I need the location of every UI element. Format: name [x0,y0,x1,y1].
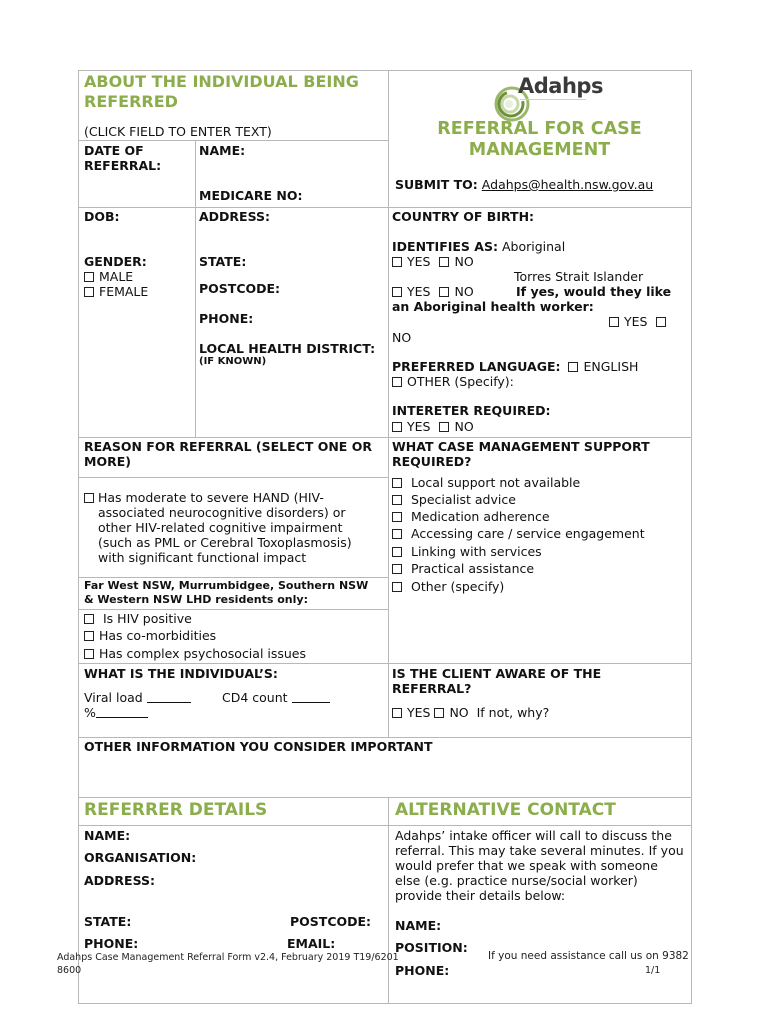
gender-option-male[interactable] [84,269,133,284]
option-label: Specialist advice [411,492,516,507]
referrer-organisation-label: ORGANISATION: [84,850,197,865]
state-label: STATE: [199,254,247,269]
option-label: Local support not available [411,475,581,490]
interpreter-yes-no[interactable] [392,419,474,434]
comorbidities-checkbox[interactable] [84,631,94,641]
reason-heading: REASON FOR REFERRAL (SELECT ONE OR MORE) [84,439,372,469]
option-label: YES [407,284,431,299]
option-label: Has complex psychosocial issues [99,646,307,661]
gender-label: GENDER: [84,254,147,269]
option-label: FEMALE [99,284,149,299]
individual-clinical-heading: WHAT IS THE INDIVIDUAL’S: [84,666,278,681]
divider [78,825,691,826]
health-worker-no-label: NO [392,330,412,345]
dob-label: DOB: [84,209,120,224]
yes-checkbox[interactable] [392,422,402,432]
no-checkbox[interactable] [439,422,449,432]
preferred-language-label: PREFERRED LANGUAGE: [392,359,561,374]
option-label: NO [449,705,469,720]
option-label: NO [454,254,474,269]
support-checkbox[interactable] [392,582,402,592]
health-worker-question-2: an Aboriginal health worker: [392,299,594,314]
referrer-details-heading: REFERRER DETAILS [84,800,268,820]
support-option[interactable] [392,544,542,559]
hand-option-label: Has moderate to severe HAND (HIV- associated neurocognitive disorders) or other HIV-related cognitive impairment (such as PML or Cerebral Toxoplasmosis) with significant functional impact [98,490,352,565]
percent-label: % [84,705,96,720]
percent-input[interactable] [96,707,148,718]
option-label: Accessing care / service engagement [411,526,645,541]
option-label: NO [454,284,474,299]
logo-tagline [520,99,586,100]
click-hint: (CLICK FIELD TO ENTER TEXT) [84,124,272,139]
support-checkbox[interactable] [392,495,402,505]
option-label: NO [454,419,474,434]
footer-form-id: Adahps Case Management Referral Form v2.4, February 2019 T19/6201 8600 [57,952,399,976]
option-label: YES [407,419,431,434]
no-checkbox[interactable] [439,257,449,267]
health-worker-yes[interactable] [609,314,671,329]
psychosocial-checkbox[interactable] [84,649,94,659]
viral-load-label: Viral load [84,690,143,705]
identifies-line [392,239,565,254]
referrer-address-label: ADDRESS: [84,873,156,888]
divider [78,663,691,664]
aboriginal-yes-no[interactable] [392,254,474,269]
alternative-position-label: POSITION: [395,940,468,955]
english-checkbox[interactable] [568,362,578,372]
english-label: ENGLISH [583,359,639,374]
support-checkbox[interactable] [392,529,402,539]
support-heading: WHAT CASE MANAGEMENT SUPPORT REQUIRED? [392,439,650,469]
option-label: MALE [99,269,134,284]
female-checkbox[interactable] [84,287,94,297]
cd4-label: CD4 count [222,690,288,705]
cd4-input[interactable] [292,692,330,703]
referrer-email-label: EMAIL: [287,936,336,951]
alternative-phone-label: PHONE: [395,963,450,978]
viral-load-input[interactable] [147,692,191,703]
region-option-comorbidities[interactable] [84,628,216,643]
divider [78,477,388,478]
preferred-language-line [392,359,638,374]
support-option[interactable] [392,475,580,490]
postcode-label: POSTCODE: [199,281,281,296]
region-note: Far West NSW, Murrumbidgee, Southern NSW & Western NSW LHD residents only: [84,579,369,606]
option-label: Is HIV positive [103,611,192,626]
referrer-postcode-label: POSTCODE: [290,914,372,929]
support-checkbox[interactable] [392,564,402,574]
divider [195,140,196,437]
alternative-name-label: NAME: [395,918,442,933]
logo-wordmark: Adahps [518,74,603,98]
divider [78,207,691,208]
phone-label: PHONE: [199,311,254,326]
divider [78,609,388,610]
yes-checkbox[interactable] [392,287,402,297]
male-checkbox[interactable] [84,272,94,282]
divider [78,737,691,738]
health-worker-question-1: If yes, would they like [516,284,672,299]
alternative-contact-intro: Adahps’ intake officer will call to discuss the referral. This may take several minutes. If you would prefer that we speak with someone else (e.g. practice nurse/social worker) provide their details below: [395,828,684,903]
no-checkbox[interactable] [439,287,449,297]
submit-line [395,177,653,192]
date-of-referral-label: DATE OF REFERRAL: [84,143,162,173]
submit-email-link[interactable]: Adahps@health.nsw.gov.au [481,177,654,192]
address-label: ADDRESS: [199,209,271,224]
divider [78,437,691,438]
medicare-label: MEDICARE NO: [199,188,303,203]
no-checkbox[interactable] [656,317,666,327]
option-label: YES [407,254,431,269]
footer-page-number: 1/1 [645,965,661,976]
support-option[interactable] [392,526,645,541]
referrer-name-label: NAME: [84,828,131,843]
option-label: Practical assistance [411,561,535,576]
support-option[interactable] [392,579,504,594]
option-label: Other (specify) [411,579,505,594]
gender-option-female[interactable] [84,284,148,299]
aboriginal-label: Aboriginal [501,239,566,254]
footer-assistance: If you need assistance call us on 9382 [488,950,689,962]
country-of-birth-label: COUNTRY OF BIRTH: [392,209,535,224]
region-option-psychosocial[interactable] [84,646,306,661]
option-label: Linking with services [411,544,542,559]
percent-field [84,705,148,720]
support-option[interactable] [392,492,516,507]
name-label: NAME: [199,143,246,158]
alternative-contact-heading: ALTERNATIVE CONTACT [395,800,616,820]
support-option[interactable] [392,561,534,576]
support-checkbox[interactable] [392,478,402,488]
region-option-hiv-positive[interactable] [84,611,192,626]
hiv-positive-checkbox[interactable] [84,614,94,624]
column-divider [388,70,389,737]
hand-checkbox[interactable] [84,493,94,503]
option-label: YES [407,705,431,720]
if-not-why-label: If not, why? [476,705,550,720]
option-label: YES [624,314,648,329]
divider [78,797,691,798]
language-other-option[interactable] [392,374,514,389]
form-title: REFERRAL FOR CASE MANAGEMENT [437,119,642,160]
support-option[interactable] [392,509,550,524]
other-information-heading: OTHER INFORMATION YOU CONSIDER IMPORTANT [84,739,433,754]
viral-load-field [84,690,191,705]
other-information-input[interactable] [82,756,686,794]
local-health-district-label: LOCAL HEALTH DISTRICT: [199,341,376,356]
about-individual-heading: ABOUT THE INDIVIDUAL BEING REFERRED [84,72,359,111]
yes-checkbox[interactable] [609,317,619,327]
support-checkbox[interactable] [392,547,402,557]
yes-checkbox[interactable] [392,708,402,718]
other-language-checkbox[interactable] [392,377,402,387]
yes-checkbox[interactable] [392,257,402,267]
option-label: OTHER (Specify): [407,374,514,389]
cd4-field [222,690,330,705]
submit-label: SUBMIT TO: [395,177,478,192]
interpreter-label: INTERETER REQUIRED: [392,403,551,418]
lhd-hint: (IF KNOWN) [199,356,267,367]
referrer-state-label: STATE: [84,914,132,929]
divider [78,140,388,141]
divider [78,577,388,578]
client-aware-yes-no[interactable] [392,705,549,720]
identifies-label: IDENTIFIES AS: [392,239,498,254]
client-aware-heading: IS THE CLIENT AWARE OF THE REFERRAL? [392,666,602,696]
support-checkbox[interactable] [392,512,402,522]
option-label: Has co-morbidities [99,628,217,643]
referrer-phone-label: PHONE: [84,936,139,951]
option-label: Medication adherence [411,509,550,524]
torres-yes-no[interactable] [392,284,474,299]
torres-strait-label: Torres Strait Islander [514,269,644,284]
no-checkbox[interactable] [434,708,444,718]
